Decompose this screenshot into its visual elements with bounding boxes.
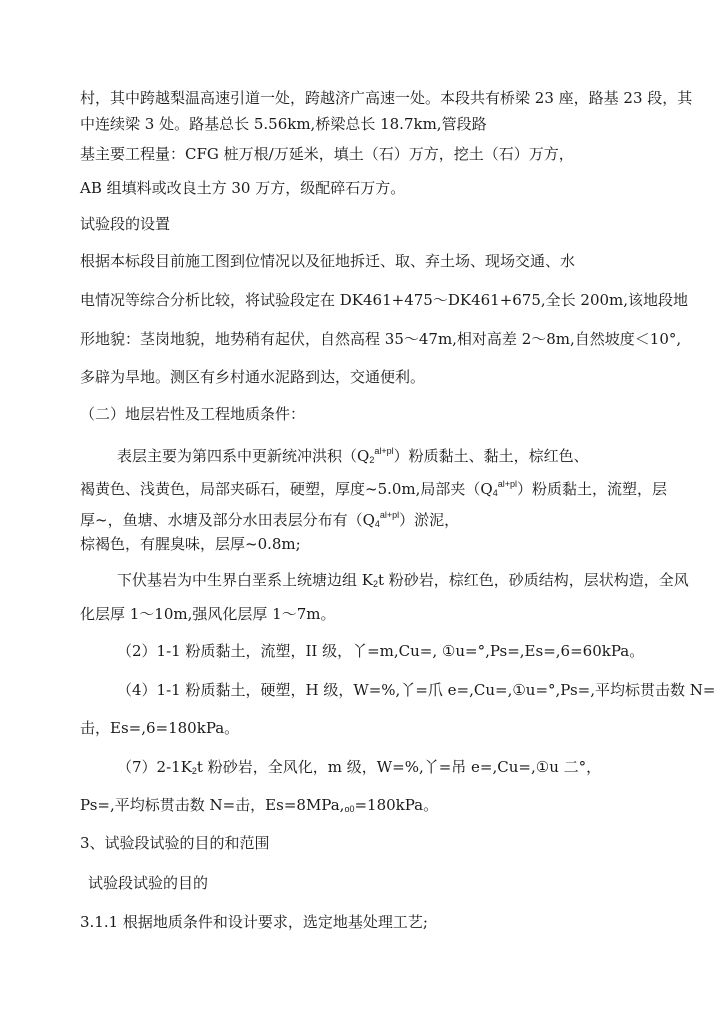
paragraph-line: 棕褐色，有腥臭味，层厚~0.8m; <box>80 535 301 553</box>
paragraph-line: 褐黄色、浅黄色，局部夹砾石，硬塑，厚度~5.0m,局部夹$(Q_4^{al+pl})$粉质黏土，流塑，层 <box>80 479 668 498</box>
paragraph-line: AB 组填料或改良土方 30 万方，级配碎石万方。 <box>80 179 406 197</box>
paragraph-line: 多辟为旱地。测区有乡村通水泥路到达，交通便利。 <box>80 368 426 386</box>
paragraph-line: 化层厚 1～10m,强风化层厚 1～7m。 <box>80 605 336 623</box>
paragraph-line: 中连续梁 3 处。路基总长 5.56km,桥梁总长 18.7km,管段路 <box>80 115 487 133</box>
section-heading: 试验段的设置 <box>80 215 171 233</box>
paragraph-line: 击，Es=,6=180kPa。 <box>80 719 240 737</box>
paragraph-line: 形地貌：茎岗地貌，地势稍有起伏，自然高程 35～47m,相对高差 2～8m,自然坡度＜10°, <box>80 330 682 348</box>
paragraph-line: Ps=,平均标贯击数 N=击，$Es=8MPa,_{o0}=180kPa$。 <box>80 796 439 814</box>
paragraph-line: （4）1-1 粉质黏土，硬塑，H 级，W=%,丫=爪 e=,Cu=,①u=°,Ps=,平均标贯击数 N= <box>117 681 716 699</box>
paragraph-line: 3.1.1 根据地质条件和设计要求，选定地基处理工艺; <box>80 913 428 931</box>
subsection-heading: 试验段试验的目的 <box>88 874 209 892</box>
paragraph-line: （2）1-1 粉质黏土，流塑，II 级，丫=m,Cu=, ①u=°,Ps=,Es=,6=60kPa。 <box>117 642 645 660</box>
paragraph-line: 下伏基岩为中生界白垩系上统塘边组 $K_2t$ 粉砂岩，棕红色，砂质结构，层状构造，全风 <box>117 571 689 589</box>
paragraph-line: 村，其中跨越梨温高速引道一处，跨越济广高速一处。本段共有桥梁 23 座，路基 23 段，其 <box>80 89 693 107</box>
paragraph-line: 表层主要为第四系中更新统冲洪积$(Q_2^{al+pl})$粉质黏土、黏土，棕红色、 <box>117 446 589 465</box>
section-heading: （二）地层岩性及工程地质条件： <box>80 405 306 423</box>
paragraph-line: 根据本标段目前施工图到位情况以及征地拆迁、取、弃土场、现场交通、水 <box>80 252 576 270</box>
paragraph-line: 厚~，鱼塘、水塘及部分水田表层分布有$(Q_4^{al+pl})$淤泥， <box>80 510 460 529</box>
paragraph-line: $(7)2-1K_2t$ 粉砂岩，全风化，m 级，W=%,丫=吊 e=,Cu=,①u 二°， <box>117 758 602 776</box>
paragraph-line: 电情况等综合分析比较，将试验段定在 DK461+475～DK461+675,全长 200m,该地段地 <box>80 291 689 309</box>
paragraph-line: 基主要工程量：CFG 桩万根/万延米，填土（石）万方，挖土（石）万方， <box>80 145 574 163</box>
section-heading: 3、试验段试验的目的和范围 <box>80 834 270 852</box>
